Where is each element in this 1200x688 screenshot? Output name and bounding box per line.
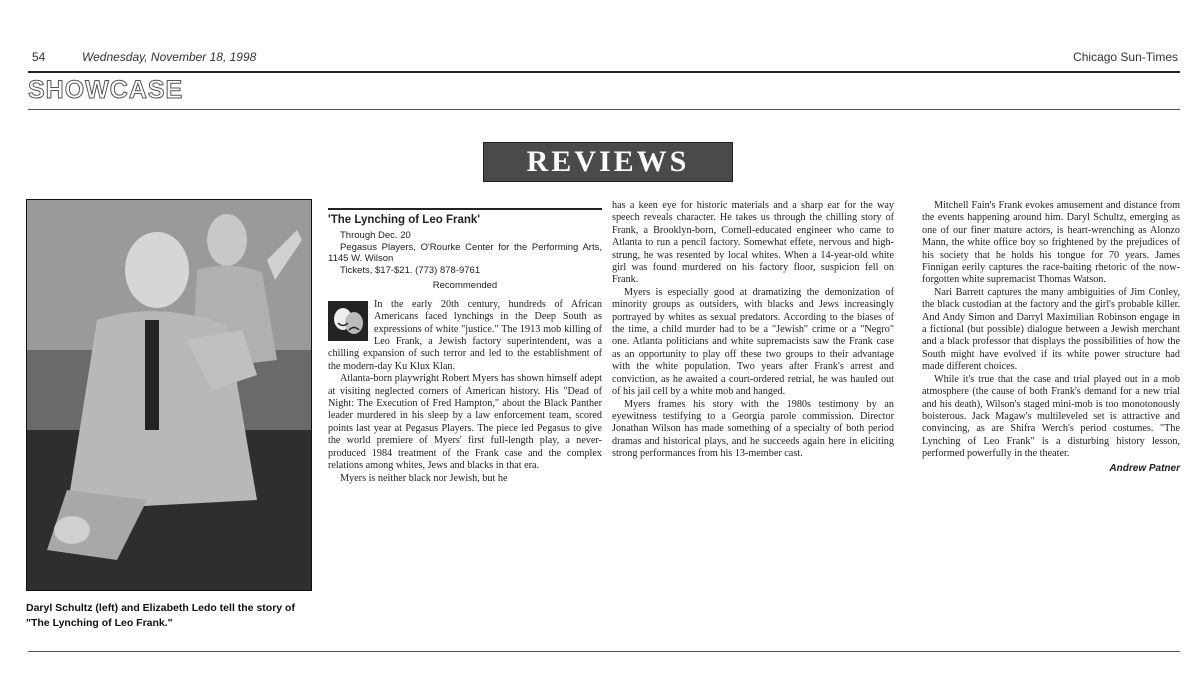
review-column-1 xyxy=(328,208,602,485)
play-title: 'The Lynching of Leo Frank' xyxy=(328,208,602,226)
review-column-3 xyxy=(922,200,1180,475)
review-paragraph: Mitchell Fain's Frank evokes amusement and distance from the events happening around him. Daryl Schultz, emerging as one of our finer mature actors, is heart-wrenching as Alonzo Mann, the white office boy so frightened by the prejudices of his society that he holds his tongue for 70 years. James Finnigan eerily captures the race-baiting rhetoric of the now-forgotten white supremacist Thomas Watson. xyxy=(922,200,1180,286)
review-paragraph: has a keen eye for historic materials and a sharp ear for the way speech reveals character. He takes us through the chilling story of Frank, a Brooklyn-born, Cornell-educated engineer who came to Atlanta to run a pencil factory. Somewhat effete, nervous and high-strung, he was resented by local whites. When a 14-year-old white girl was found murdered on his factory floor, suspicion fell on Frank. xyxy=(612,200,894,286)
photo-caption: Daryl Schultz (left) and Elizabeth Ledo tell the story of "The Lynching of Leo Frank." xyxy=(26,602,295,629)
review-paragraph: Atlanta-born playwright Robert Myers has shown himself adept at visiting neglected corners of American history. His "Dead of Night: The Execution of Fred Hampton," about the Black Panther leader murdered in his sleep by a law enforcement team, scored points last year at Pegasus Players. The piece led Pegasus to give the world premiere of Myers' first full-length play, a never-produced 1984 treatment of the Frank case and the complex relations among whites, Jews and blacks in that era. xyxy=(328,373,602,472)
issue-date: Wednesday, November 18, 1998 xyxy=(82,50,257,64)
ticket-info: Tickets, $17-$21. (773) 878-9761 xyxy=(340,264,481,276)
production-photo xyxy=(26,199,312,591)
review-paragraph: Myers is especially good at dramatizing the demonization of minority groups as outsiders, with blacks and Jews increasingly portrayed by whites as sexual predators. According to the biases of the time, a child murder had to be a "Jewish" crime or a "Negro" one. Atlanta politicians and white supremacists saw the Frank case as an opportunity to play off these two groups to their advantage with the white population. Two years after Frank's arrest and conviction, as he awaited a court-ordered retrial, he was hauled out of his jail cell by a white mob and hanged. xyxy=(612,286,894,398)
page-number: 54 xyxy=(32,50,46,64)
review-paragraph: Myers is neither black nor Jewish, but he xyxy=(340,472,508,484)
review-paragraph: Nari Barrett captures the many ambiguities of Jim Conley, the black custodian at the factory and the girl's probable killer. And Andy Simon and Darryl Maximilian Robinson engage in a fictional (but possible) dialogue between a Jewish merchant and a black professor that displays the possibilities of how the South might have evolved if its white power structure had made different choices. xyxy=(922,286,1180,373)
reviews-banner xyxy=(483,142,733,182)
section-rule xyxy=(28,109,1180,110)
section-heading: SHOWCASE xyxy=(28,76,184,104)
header-rule xyxy=(28,71,1180,73)
venue-info: Pegasus Players, O'Rourke Center for the Performing Arts, 1145 W. Wilson xyxy=(328,241,602,265)
footer-rule xyxy=(28,651,1180,652)
review-column-2 xyxy=(612,200,894,461)
theater-masks-icon xyxy=(328,301,368,341)
review-paragraph: Myers frames his story with the 1980s testimony by an eyewitness testifying to a Georgia parole commission. Director Jonathan Wilson has made something of a specialty of both period dramas and historical plays, and he succeeds again here in eliciting strong performances from his 13-member cast. xyxy=(612,398,894,460)
reviews-banner-text: REVIEWS xyxy=(526,145,690,178)
byline: Andrew Patner xyxy=(1109,462,1180,474)
newspaper-name: Chicago Sun-Times xyxy=(1073,50,1178,64)
run-dates: Through Dec. 20 xyxy=(340,230,411,242)
rating: Recommended xyxy=(432,280,498,292)
review-paragraph: In the early 20th century, hundreds of African Americans faced lynchings in the Deep South as expressions of white "justice." The 1913 mob killing of Leo Frank, a Jewish factory superintendent, was a chilling expansion of such terror and led to the establishment of the modern-day Ku Klux Klan. xyxy=(328,298,602,372)
review-paragraph: While it's true that the case and trial played out in a mob atmosphere (the cause of both Frank's demand for a new trial and his death), Wilson's staged mini-mob is too monotonously boisterous. Jack Magaw's multileveled set is attractive and convincing, as are Shifra Werch's period costumes. "The Lynching of Leo Frank" is a disturbing history lesson, performed powerfully in the theater. xyxy=(922,373,1180,460)
photo-illustration xyxy=(27,200,311,590)
